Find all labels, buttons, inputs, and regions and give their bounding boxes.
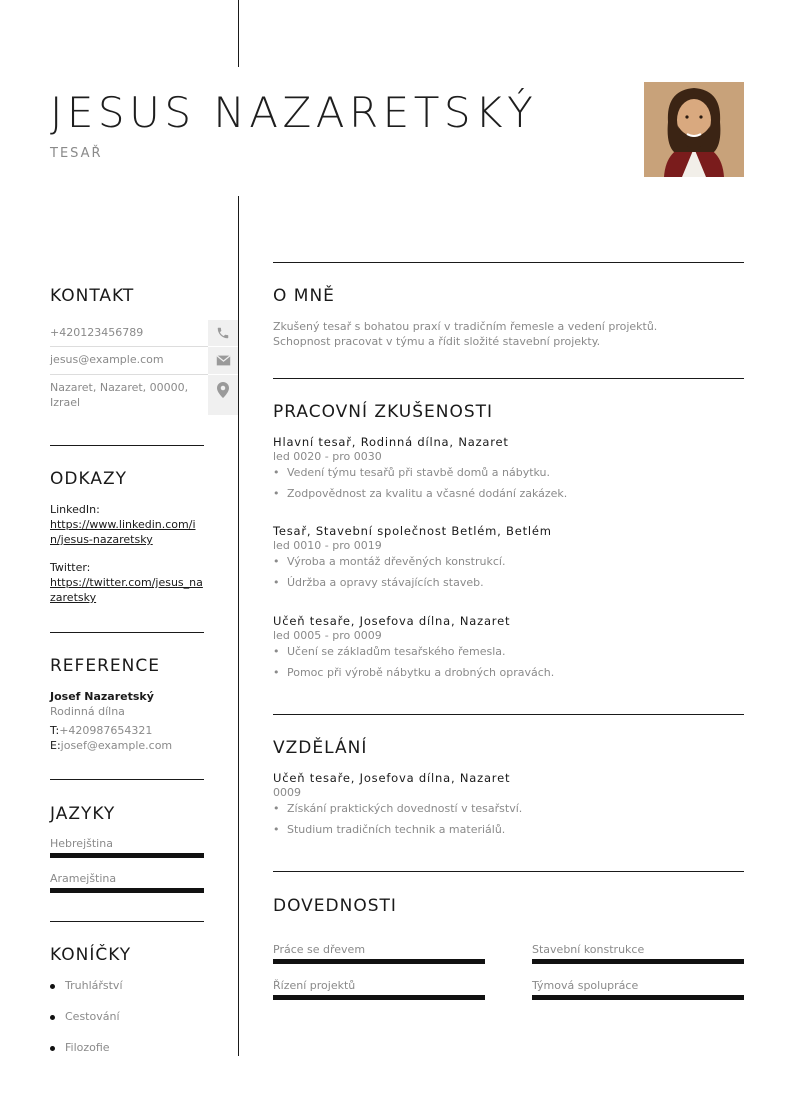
job-title: Hlavní tesař, Rodinná dílna, Nazaret [273, 435, 509, 449]
section-divider [273, 378, 744, 379]
experience-item [273, 524, 744, 589]
reference-email-line [50, 738, 204, 753]
language-item [50, 837, 204, 858]
job-title: Učeň tesaře, Josefova dílna, Nazaret [273, 614, 511, 628]
links-heading: ODKAZY [50, 469, 127, 489]
contact-phone[interactable]: +420123456789 [50, 326, 144, 339]
section-divider [273, 262, 744, 263]
skills-heading: DOVEDNOSTI [273, 896, 397, 916]
job-title: Tesař, Stavební společnost Betlém, Betlém [273, 524, 552, 538]
link-item-linkedin [50, 502, 204, 547]
reference-phone[interactable]: +420987654321 [59, 724, 153, 737]
section-divider [50, 632, 204, 633]
contact-address-row [50, 375, 238, 415]
link-label: LinkedIn: [50, 503, 100, 516]
job-bullet: • Učení se základům tesařského řemesla. [273, 645, 744, 658]
experience-item [273, 435, 744, 500]
hobby-label: Cestování [65, 1010, 120, 1023]
skill-item [273, 943, 485, 964]
profile-photo [644, 82, 744, 177]
job-bullet: • Zodpovědnost za kvalitu a včasné dodání zakázek. [273, 487, 744, 500]
languages-heading: JAZYKY [50, 804, 116, 824]
experience-item [273, 614, 744, 679]
section-divider [50, 779, 204, 780]
bullet-dot [50, 1046, 55, 1051]
contact-heading: KONTAKT [50, 286, 135, 306]
job-bullet: • Údržba a opravy stávajících staveb. [273, 576, 744, 589]
language-name: Aramejština [50, 872, 117, 885]
reference-phone-label: T: [50, 724, 60, 737]
bullet-dot [50, 1015, 55, 1020]
contact-email[interactable]: jesus@example.com [50, 353, 164, 366]
education-item [273, 771, 744, 836]
reference-phone-line [50, 723, 204, 738]
skill-item [532, 979, 744, 1000]
section-divider [273, 871, 744, 872]
link-item-twitter [50, 560, 204, 605]
linkedin-link[interactable]: https://www.linkedin.com/in/jesus-nazaretsky [50, 518, 196, 546]
job-bullet: • Výroba a montáž dřevěných konstrukcí. [273, 555, 744, 568]
education-title: Učeň tesaře, Josefova dílna, Nazaret [273, 771, 511, 785]
links-list [50, 502, 204, 605]
location-pin-icon [208, 375, 238, 415]
mail-icon [208, 347, 238, 374]
about-heading: O MNĚ [273, 286, 335, 306]
education-heading: VZDĚLÁNÍ [273, 738, 368, 758]
language-name: Hebrejština [50, 837, 113, 850]
skill-level-bar [273, 959, 485, 964]
language-item [50, 872, 204, 893]
job-date: led 0010 - pro 0019 [273, 539, 382, 552]
contact-email-row [50, 347, 238, 374]
reference-heading: REFERENCE [50, 656, 160, 676]
column-divider-line [238, 196, 239, 1056]
skill-level-bar [532, 995, 744, 1000]
education-bullet: • Studium tradičních technik a materiálů. [273, 823, 744, 836]
contact-phone-row [50, 320, 238, 346]
experience-heading: PRACOVNÍ ZKUŠENOSTI [273, 402, 494, 422]
hobby-label: Truhlářství [65, 979, 123, 992]
job-bullet: • Pomoc při výrobě nábytku a drobných opravách. [273, 666, 744, 679]
candidate-name: JESUS NAZARETSKÝ [50, 88, 538, 137]
reference-org: Rodinná dílna [50, 705, 125, 718]
hobby-label: Filozofie [65, 1041, 110, 1054]
skill-level-bar [532, 959, 744, 964]
section-divider [50, 445, 204, 446]
skill-name: Řízení projektů [273, 979, 356, 992]
candidate-title: TESAŘ [50, 146, 103, 161]
job-date: led 0020 - pro 0030 [273, 450, 382, 463]
contact-address: Nazaret, Nazaret, 00000, Izrael [50, 381, 189, 409]
header-divider-line [238, 0, 239, 67]
job-date: led 0005 - pro 0009 [273, 629, 382, 642]
reference-name: Josef Nazaretský [50, 690, 154, 703]
job-bullet: • Vedení týmu tesařů při stavbě domů a nábytku. [273, 466, 744, 479]
section-divider [50, 921, 204, 922]
skill-name: Práce se dřevem [273, 943, 366, 956]
twitter-link[interactable]: https://twitter.com/jesus_nazaretsky [50, 576, 203, 604]
reference-email[interactable]: josef@example.com [60, 739, 173, 752]
skill-name: Stavební konstrukce [532, 943, 645, 956]
link-label: Twitter: [50, 561, 91, 574]
skill-item [532, 943, 744, 964]
section-divider [273, 714, 744, 715]
language-level-bar [50, 853, 204, 858]
skill-level-bar [273, 995, 485, 1000]
reference-email-label: E: [50, 739, 61, 752]
education-date: 0009 [273, 786, 301, 799]
about-text: Zkušený tesař s bohatou praxí v tradičním řemesle a vedení projektů. Schopnost pracovat v týmu a řídit složité stavební projekty. [273, 320, 658, 348]
skill-name: Týmová spolupráce [532, 979, 639, 992]
education-bullet: • Získání praktických dovedností v tesařství. [273, 802, 744, 815]
reference-block [50, 689, 204, 753]
hobbies-heading: KONÍČKY [50, 945, 132, 965]
phone-icon [208, 320, 238, 346]
language-level-bar [50, 888, 204, 893]
bullet-dot [50, 984, 55, 989]
skill-item [273, 979, 485, 1000]
